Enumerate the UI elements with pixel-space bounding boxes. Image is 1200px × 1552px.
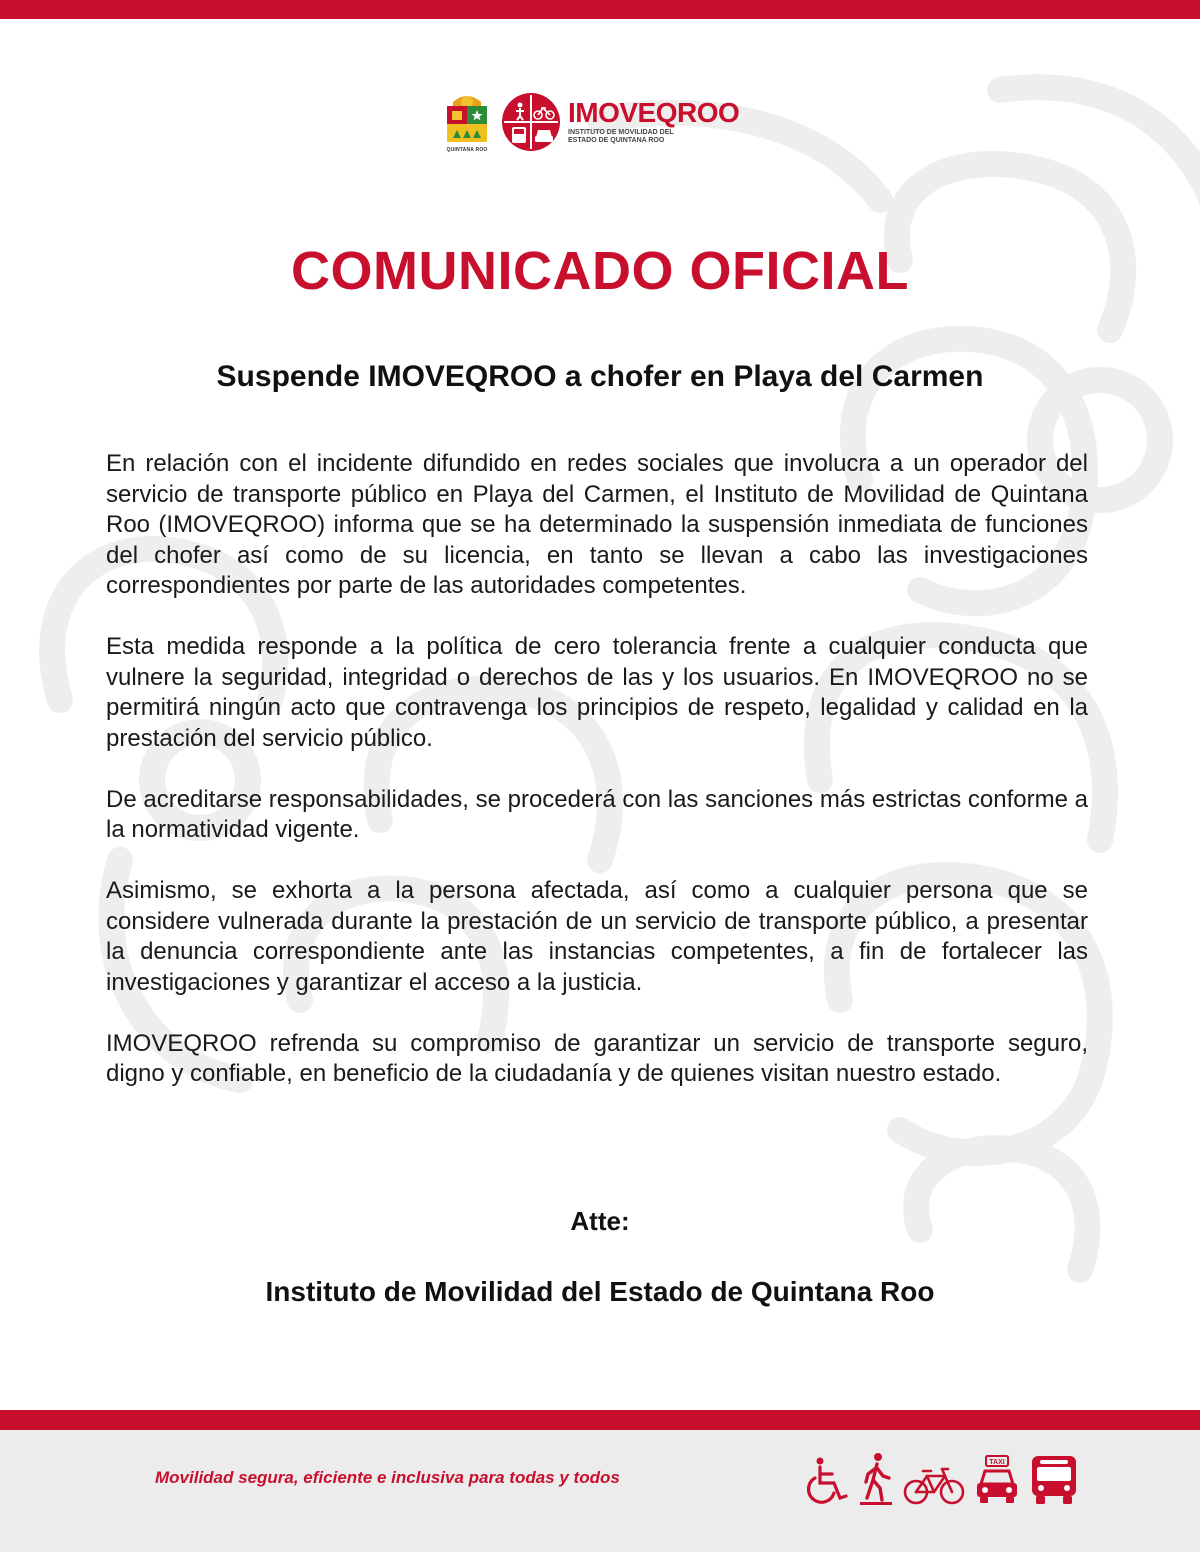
imoveqroo-wordmark: IMOVEQROO: [568, 97, 740, 128]
bicycle-icon: [902, 1466, 966, 1506]
top-accent-bar: [0, 0, 1200, 19]
footer-accent-bar: [0, 1410, 1200, 1430]
imoveqroo-subtitle: INSTITUTO DE MOVILIDAD DEL ESTADO DE QUINTANA ROO: [568, 129, 674, 144]
paragraph-5: IMOVEQROO refrenda su compromiso de garantizar un servicio de transporte seguro, digno y confiable, en beneficio de la ciudadanía y de quienes visitan nuestro estado.: [106, 1029, 1088, 1087]
paragraph-2: Esta medida responde a la política de cero tolerancia frente a cualquier conducta que vulnere la seguridad, integridad o derechos de las y los usuarios. En IMOVEQROO no se permitirá ningún acto que contravenga los principios de respeto, legalidad y calidad en la prestación del servicio público.: [106, 633, 1088, 752]
imoveqroo-emblem-icon: [500, 91, 562, 153]
paragraph-3: De acreditarse responsabilidades, se procederá con las sanciones más estrictas conforme a la normatividad vigente.: [106, 785, 1088, 843]
state-logo-caption: QUINTANA ROO: [446, 146, 488, 153]
header-logos: [442, 86, 739, 158]
imoveqroo-logo: [500, 91, 739, 153]
state-shield-icon: [445, 92, 489, 146]
page-title: COMUNICADO OFICIAL: [291, 241, 909, 301]
page-subtitle: Suspende IMOVEQROO a chofer en Playa del Carmen: [216, 360, 984, 393]
signoff: Atte:: [570, 1206, 630, 1236]
taxi-icon: [974, 1454, 1020, 1506]
wheelchair-icon: [806, 1456, 850, 1506]
footer: [0, 1430, 1200, 1552]
quintana-roo-state-logo: [442, 92, 492, 153]
pedestrian-icon: [858, 1452, 894, 1506]
taxi-sign-label: TAXI: [989, 1459, 1005, 1466]
signing-institution: Instituto de Movilidad del Estado de Quintana Roo: [265, 1276, 935, 1307]
bus-icon: [1028, 1454, 1080, 1506]
mobility-icons: [806, 1452, 1080, 1506]
statement-body: [106, 449, 1088, 1120]
footer-slogan: Movilidad segura, eficiente e inclusiva para todas y todos: [155, 1468, 620, 1487]
paragraph-4: Asimismo, se exhorta a la persona afectada, así como a cualquier persona que se considere vulnerada durante la prestación de un servicio de transporte público, a presentar la denuncia correspondiente ante las instancias competentes, a fin de fortalecer las investigaciones y garantizar el acceso a la justicia.: [106, 877, 1088, 996]
paragraph-1: En relación con el incidente difundido en redes sociales que involucra a un operador del servicio de transporte público en Playa del Carmen, el Instituto de Movilidad de Quintana Roo (IMOVEQROO) informa que se ha determinado la suspensión inmediata de funciones del chofer así como de su licencia, en tanto se llevan a cabo las investigaciones correspondientes por parte de las autoridades competentes.: [106, 450, 1088, 599]
